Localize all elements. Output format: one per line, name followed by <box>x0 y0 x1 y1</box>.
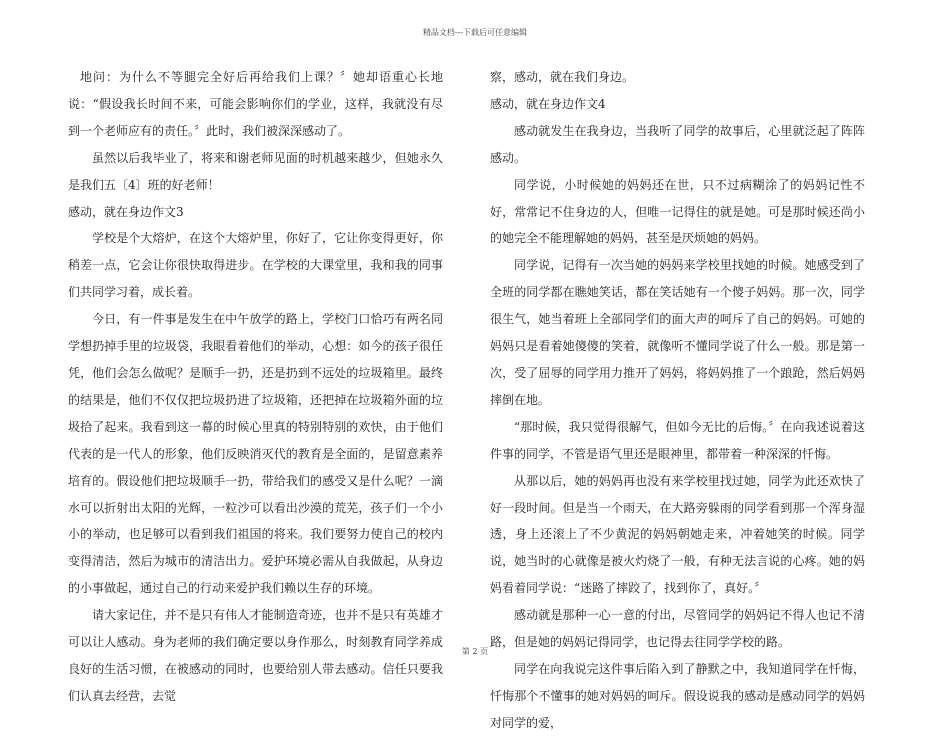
paragraph: 察，感动，就在我们身边。 <box>490 70 635 84</box>
paragraph: 学校是个大熔炉，在这个大熔炉里，你好了，它让你变得更好，你稍差一点，它会让你很快取得进步。在学校的大课堂里，我和我的同事们共同学习着，成长着。 <box>68 231 443 300</box>
paragraph: 同学说，小时候她的妈妈还在世，只不过病糊涂了的妈妈记性不好，常常记不住身边的人，但唯一记得住的就是她。可是那时候还尚小的她完全不能理解她的妈妈，甚至是厌烦她的妈妈。 <box>490 177 865 246</box>
paragraph: 请大家记住，并不是只有伟人才能制造奇迹，也并不是只有英雄才可以让人感动。身为老师的我们确定要以身作那么，时刻教育同学养成良好的生活习惯，在被感动的同时，也要给别人带去感动。信任只要我们认真去经营，去觉 <box>68 608 443 703</box>
paragraph: 感动就发生在我身边，当我听了同学的故事后，心里就泛起了阵阵感动。 <box>490 123 865 165</box>
section-title: 感动，就在身边作文4 <box>490 96 606 111</box>
paragraph: 今日，有一件事是发生在中午放学的路上，学校门口恰巧有两名同学想扔掉手里的垃圾袋，我眼看着他们的举动，心想：如今的孩子很任凭，他们会怎么做呢？是顺手一扔，还是扔到不远处的垃圾箱里。最终的结果是，他们不仅仅把垃圾扔进了垃圾箱，还把掉在垃圾箱外面的垃圾拾了起来。我看到这一幕的时候心里真的特别特别的欢快，由于他们代表的是一代人的形象，他们反映消灭代的教育是全面的，是留意素养培育的。假设他们把垃圾顺手一扔，带给我们的感受又是什么呢？一滴水可以折射出太阳的光辉，一粒沙可以看出沙漠的荒芜，孩子们一个小小的举动，也足够可以看到我们祖国的将来。我们要努力使自己的校内变得清洁，然后为城市的清洁出力。爱护环境必需从自我做起，从身边的小事做起，通过自己的行动来爱护我们赖以生存的环境。 <box>68 312 443 596</box>
right-column <box>490 64 865 737</box>
page-number: 第 2 页 <box>461 647 489 656</box>
paragraph: 感动就是那种一心一意的付出，尽管同学的妈妈记不得人也记不清路，但是她的妈妈记得同学，也记得去往同学学校的路。 <box>490 608 865 650</box>
paragraph: 从那以后，她的妈妈再也没有来学校里找过她，同学为此还欢快了好一段时间。但是当一个雨天，在大路旁躲雨的同学看到那一个浑身湿透，身上还滚上了不少黄泥的妈妈朝她走来，冲着她笑的时候。同学说，她当时的心就像是被火灼烧了一般，有种无法言说的心疼。她的妈妈看着同学说：“迷路了摔跤了，找到你了，真好。〞 <box>490 473 865 596</box>
paragraph: 同学在向我说完这件事后陷入到了静默之中，我知道同学在忏悔，忏悔那个不懂事的她对妈妈的呵斥。假设说我的感动是感动同学的妈妈对同学的爱， <box>490 661 865 730</box>
paragraph: 地问：为什么不等腿完全好后再给我们上课？〞她却语重心长地说：“假设我长时间不来，可能会影响你们的学业，这样，我就没有尽到一个老师应有的责任。〞此时，我们被深深感动了。 <box>68 70 443 138</box>
paragraph: 同学说，记得有一次当她的妈妈来学校里找她的时候。她感受到了全班的同学都在瞧她笑话，都在笑话她有一个傻子妈妈。那一次，同学很生气，她当着班上全部同学们的面大声的呵斥了自己的妈妈。可她的妈妈只是看着她傻傻的笑着，就像听不懂同学说了什么一般。那是第一次，受了屈辱的同学用力推开了妈妈，将妈妈推了一个踉跄，然后妈妈摔倒在地。 <box>490 258 865 407</box>
paragraph: “那时候，我只觉得很解气，但如今无比的后悔。〞在向我述说着这件事的同学，不管是语气里还是眼神里，都带着一种深深的忏悔。 <box>490 419 865 461</box>
paragraph: 虽然以后我毕业了，将来和谢老师见面的时机越来越少，但她永久是我们五〔4〕班的好老师！ <box>68 150 443 192</box>
page-header: 精品文档---下载后可任意编辑 <box>422 28 528 37</box>
left-column <box>68 64 443 710</box>
section-title: 感动，就在身边作文3 <box>68 204 184 219</box>
